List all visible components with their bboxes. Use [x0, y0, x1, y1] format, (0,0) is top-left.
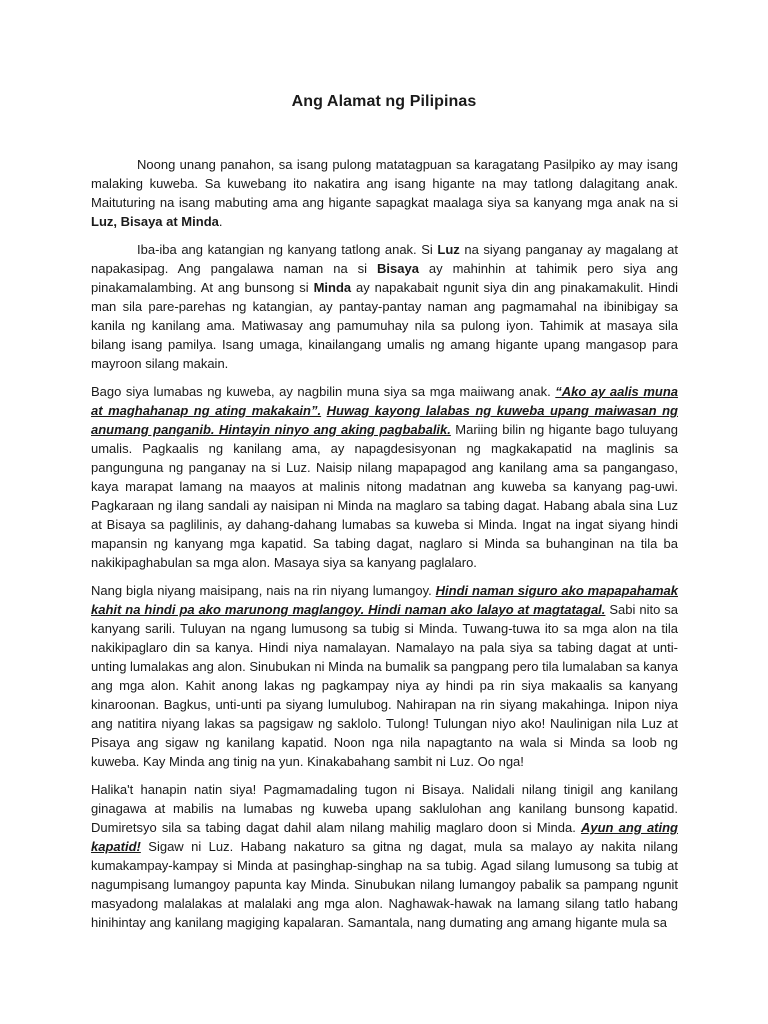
paragraph-5 [91, 780, 678, 932]
text-span: Bago siya lumabas ng kuweba, ay nagbilin muna siya sa mga maiiwang anak. [91, 384, 556, 399]
paragraph-3 [91, 382, 678, 572]
paragraph-2 [91, 240, 678, 373]
text-span: ay mahinhin at tahimik pero siya ang pinakamalambing. At ang bunsong si [91, 261, 678, 295]
bold-names: Luz, Bisaya at Minda [91, 214, 219, 229]
bold-name-luz: Luz [437, 242, 460, 257]
bold-name-minda: Minda [313, 280, 352, 295]
emphasized-quote: Huwag kayong lalabas ng kuweba upang maiwasan ng anumang panganib. Hintayin ninyo ang aking pagbabalik. [91, 403, 678, 437]
text-span: Iba-iba ang katangian ng kanyang tatlong anak. Si [137, 242, 438, 257]
text-span: Mariing bilin ng higante bago tuluyang umalis. Pagkaalis ng kanilang ama, ay napagdesisyonan ng magkakapatid na maglinis sa pangunguna ng panganay na si Luz. Naisip nilang mapapagod ang kanilang ama sa pangangaso, kaya marapat lamang na maayos at malinis nitong madatnan ang kuweba sa kanyang pag-uwi. Pagkaraan ng ilang sandali ay naisipan ni Minda na maglaro sa tabing dagat. Habang abala sina Luz at Bisaya sa paglilinis, ay dahang-dahang lumabas sa kuweba si Minda. Ingat na ingat siyang hindi mapansin ng kanyang mga kapatid. Sa tabing dagat, naglaro si Minda sa buhanginan na tila ba nakikipaghabulan sa mga alon. Masaya siya sa kanyang paglalaro. [91, 422, 678, 570]
emphasized-quote: Hindi naman siguro ako mapapahamak kahit na hindi pa ako marunong maglangoy. Hindi naman ako lalayo at magtatagal. [91, 583, 678, 617]
bold-name-bisaya: Bisaya [377, 261, 419, 276]
text-span: Sabi nito sa kanyang sarili. Tuluyan na ngang lumusong sa tubig si Minda. Tuwang-tuwa ito sa mga alon na tila nakikipaglaro din sa kanya. Hindi niya namalayan. Namalayo na pala siya sa tabing dagat at unti-unting lumalakas ang alon. Sinubukan ni Minda na bumalik sa pangpang pero tila lumalaban sa kanya ang mga alon. Kahit anong lakas ng pagkampay niya ay hindi pa rin siya makaalis sa kanyang kinaroonan. Bagkus, unti-unti pa siyang lumulubog. Nahirapan na rin siyang makahinga. Inipon niya ang natitira niyang lakas sa pagsigaw ng saklolo. Tulong! Tulungan niyo ako! Naulinigan nila Luz at Pisaya ang sigaw ng kanilang kapatid. Noon nga nila napagtanto na wala si Minda sa loob ng kuweba. Kay Minda ang tinig na yun. Kinakabahang sambit ni Luz. Oo nga! [91, 602, 678, 769]
text-span: ay napakabait ngunit siya din ang pinakamakulit. Hindi man sila pare-parehas ng katangian, ay pantay-pantay naman ang pagmamahal na ibinibigay sa kanila ng kanilang ama. Matiwasay ang pamumuhay nila sa pulong iyon. Tahimik at masaya sila bilang isang pamilya. Isang umaga, kinailangang umalis ng amang higante upang mangasop para mayroon silang makain. [91, 280, 678, 371]
text-span: . [218, 214, 223, 229]
document-body [91, 155, 678, 941]
paragraph-4 [91, 581, 678, 771]
text-span: Halika't hanapin natin siya! Pagmamadaling tugon ni Bisaya. Nalidali nilang tinigil ang kanilang ginagawa at mabilis na lumabas ng kuweba upang saklulohan ang kanilang bunsong kapatid. Dumiretsyo sila sa tabing dagat dahil alam nilang mahilig maglaro doon si Minda. [91, 782, 678, 835]
emphasized-quote: “Ako ay aalis muna at maghahanap ng ating makakain”. [91, 384, 678, 418]
text-span: Sigaw ni Luz. Habang nakaturo sa gitna ng dagat, mula sa malayo ay nakita nilang kumakampay-kampay si Minda at pasinghap-singhap na sa tubig. Agad silang lumusong sa tubig at nagumpisang lumangoy papunta kay Minda. Sinubukan nilang lumangoy pabalik sa pampang ngunit masyadong malalakas at malalaki ang mga alon. Naghawak-hawak na lamang silang tatlo habang hinihintay ang kanilang magiging kapalaran. Samantala, nang dumating ang amang higante mula sa [91, 839, 678, 930]
document-title: Ang Alamat ng Pilipinas [291, 93, 477, 110]
emphasized-quote: Ayun ang ating kapatid! [91, 820, 678, 854]
text-span: Nang bigla niyang maisipang, nais na rin niyang lumangoy. [91, 583, 436, 598]
text-span: Noong unang panahon, sa isang pulong matatagpuan sa karagatang Pasilpiko ay may isang malaking kuweba. Sa kuwebang ito nakatira ang isang higante na may tatlong dalagitang anak. Maituturing na isang mabuting ama ang higante sapagkat maalaga siya sa kanyang mga anak na si [91, 157, 678, 210]
paragraph-1 [91, 155, 678, 231]
text-span: na siyang panganay ay magalang at napakasipag. Ang pangalawa naman na si [91, 242, 678, 276]
